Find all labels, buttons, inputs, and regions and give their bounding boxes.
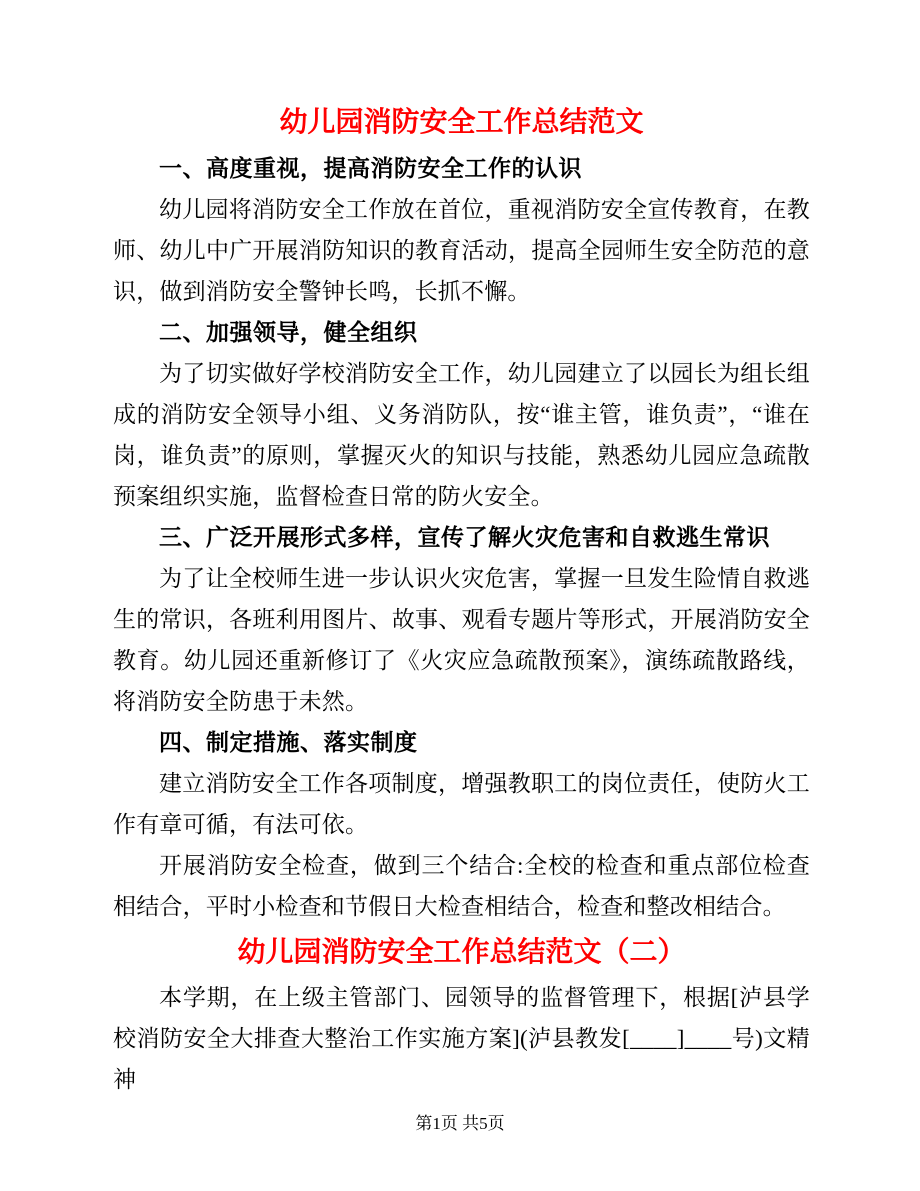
paragraph: 开展消防安全检查，做到三个结合:全校的检查和重点部位检查相结合，平时小检查和节假日大检查相结合，检查和整改相结合。 xyxy=(113,853,810,919)
paragraph: 为了让全校师生进一步认识火灾危害，掌握一旦发生险情自救逃生的常识，各班利用图片、故事、观看专题片等形式，开展消防安全教育。幼儿园还重新修订了《火灾应急疏散预案》，演练疏散路线，将消防安全防患于未然。 xyxy=(113,566,810,714)
page-number-footer: 第1页 共5页 xyxy=(415,1114,505,1133)
paragraph: 本学期，在上级主管部门、园领导的监督管理下，根据[泸县学校消防安全大排查大整治工作实施方案](泸县教发[____]____号)文精神 xyxy=(113,985,810,1092)
section-heading-2: 二、加强领导，健全组织 xyxy=(159,319,418,345)
paragraph: 幼儿园将消防安全工作放在首位，重视消防安全宣传教育，在教师、幼儿中广开展消防知识的教育活动，提高全园师生安全防范的意识，做到消防安全警钟长鸣，长抓不懈。 xyxy=(113,197,810,304)
doc2-title: 幼儿园消防安全工作总结范文（二） xyxy=(237,936,686,967)
doc1-title: 幼儿园消防安全工作总结范文 xyxy=(279,106,644,137)
paragraph: 建立消防安全工作各项制度，增强教职工的岗位责任，使防火工作有章可循，有法可依。 xyxy=(113,771,810,837)
section-heading-3: 三、广泛开展形式多样，宣传了解火灾危害和自救逃生常识 xyxy=(159,524,770,550)
section-heading-4: 四、制定措施、落实制度 xyxy=(159,729,418,755)
paragraph: 为了切实做好学校消防安全工作，幼儿园建立了以园长为组长组成的消防安全领导小组、义务消防队，按“谁主管，谁负责”，“谁在岗，谁负责”的原则，掌握灭火的知识与技能，熟悉幼儿园应急疏散预案组织实施，监督检查日常的防火安全。 xyxy=(113,361,810,509)
document-content xyxy=(113,96,810,1100)
section-heading-1: 一、高度重视，提高消防安全工作的认识 xyxy=(159,155,582,181)
